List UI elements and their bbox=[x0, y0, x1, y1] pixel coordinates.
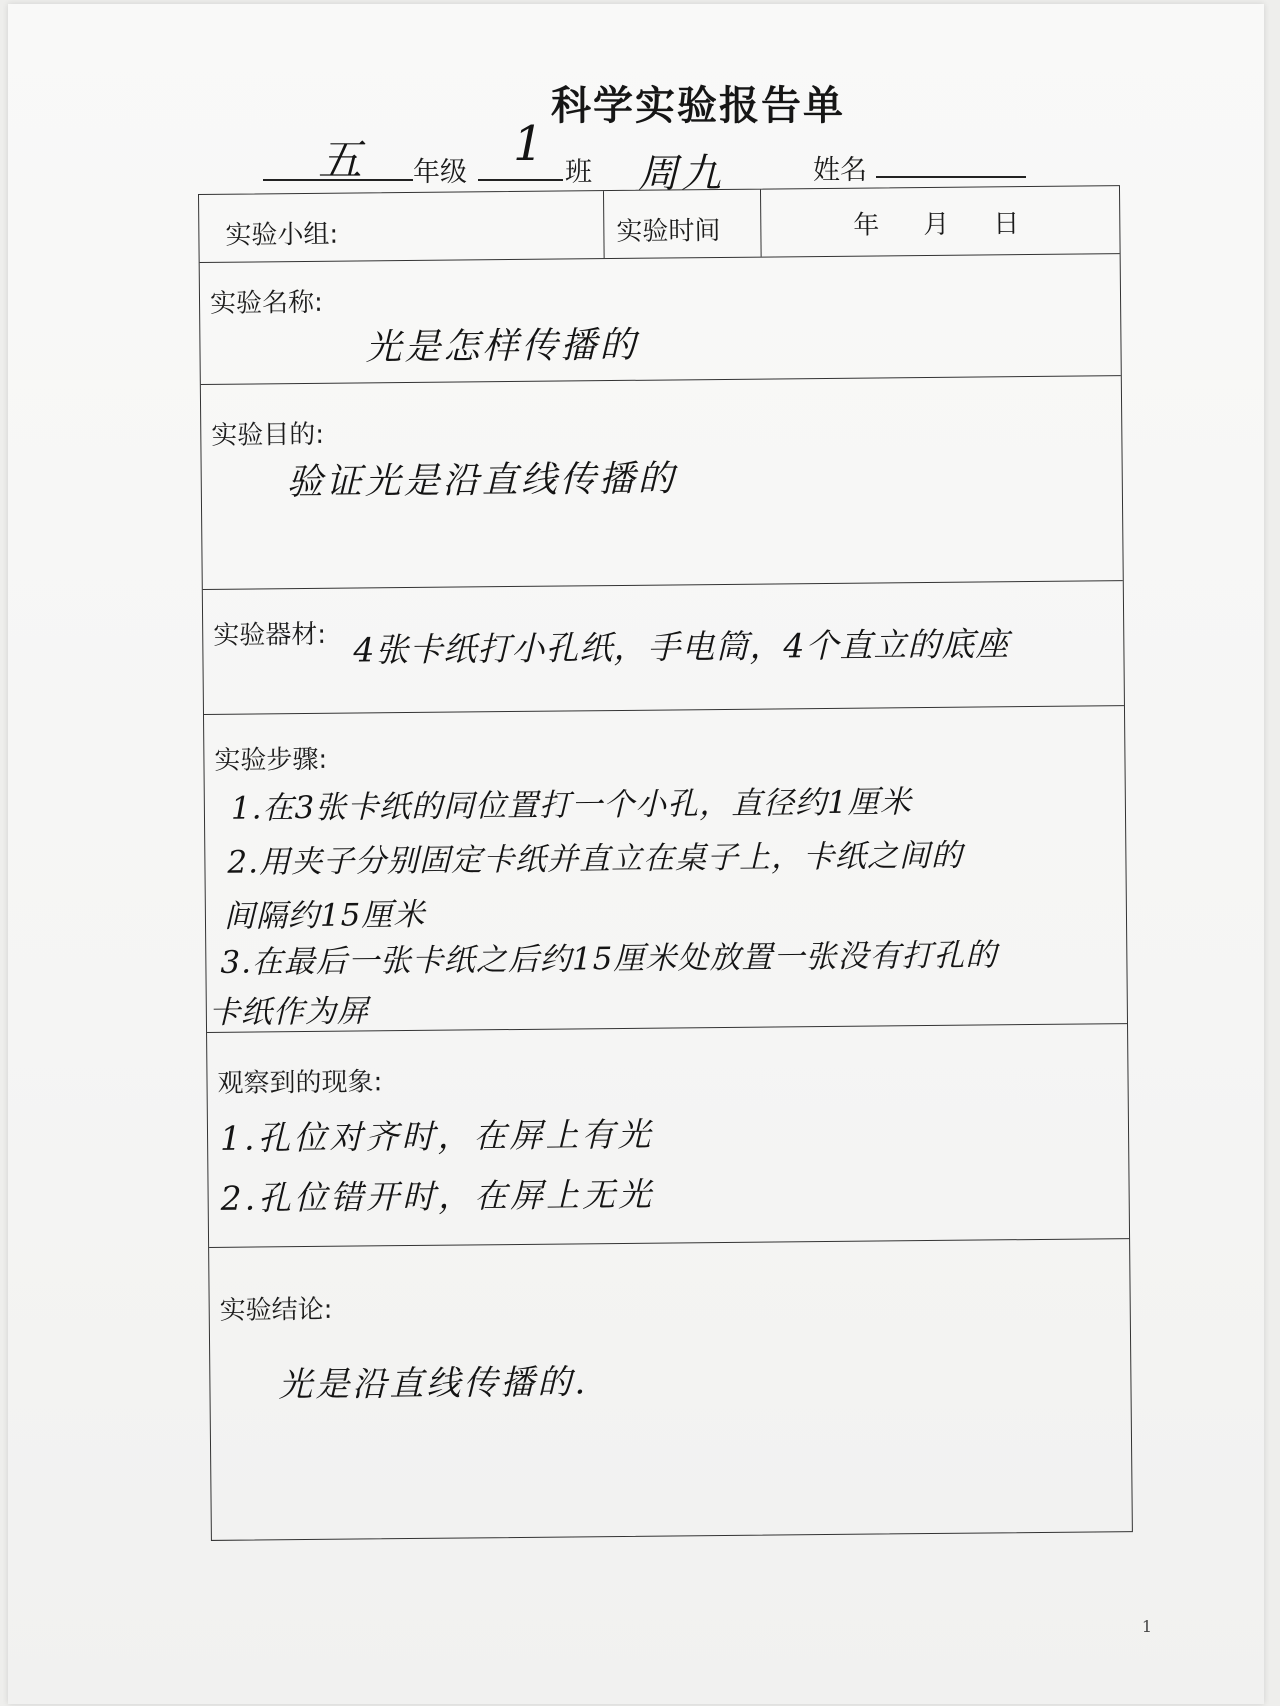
grade-label: 年级 bbox=[413, 157, 467, 188]
day-label: 日 bbox=[993, 209, 1020, 240]
time-label: 实验时间 bbox=[616, 215, 721, 247]
step-line: 间隔约15厘米 bbox=[223, 896, 426, 935]
step-line: 卡纸作为屏 bbox=[208, 993, 370, 1031]
steps-label: 实验步骤: bbox=[214, 744, 328, 776]
materials-label: 实验器材: bbox=[213, 619, 327, 651]
observation-line: 1.孔位对齐时，在屏上有光 bbox=[219, 1114, 654, 1158]
report-table bbox=[198, 185, 1133, 1541]
row-observations bbox=[207, 1024, 1129, 1248]
observations-label: 观察到的现象: bbox=[217, 1067, 383, 1099]
year-label: 年 bbox=[853, 210, 880, 241]
class-underline bbox=[478, 179, 563, 181]
step-line: 1.在3张卡纸的同位置打一个小孔，直径约1厘米 bbox=[230, 784, 913, 827]
month-label: 月 bbox=[923, 209, 950, 241]
page-number: 1 bbox=[1141, 1617, 1152, 1636]
materials-handwritten: 4张卡纸打小孔纸，手电筒，4个直立的底座 bbox=[353, 624, 1010, 670]
conclusion-label: 实验结论: bbox=[219, 1294, 333, 1326]
step-line: 2.用夹子分别固定卡纸并直立在桌子上，卡纸之间的 bbox=[227, 837, 964, 881]
cell-time-label bbox=[604, 190, 762, 259]
step-line: 3.在最后一张卡纸之后约15厘米处放置一张没有打孔的 bbox=[220, 937, 998, 981]
row-conclusion bbox=[209, 1239, 1132, 1540]
cell-group bbox=[199, 191, 605, 262]
purpose-label: 实验目的: bbox=[211, 419, 325, 451]
observation-line: 2.孔位错开时，在屏上无光 bbox=[220, 1174, 655, 1218]
purpose-handwritten: 验证光是沿直线传播的 bbox=[286, 458, 677, 504]
grade-handwritten: 五 bbox=[318, 135, 365, 186]
conclusion-handwritten: 光是沿直线传播的. bbox=[278, 1362, 589, 1406]
class-handwritten: 1 bbox=[513, 116, 547, 172]
experiment-name-label: 实验名称: bbox=[209, 287, 323, 319]
student-name-handwritten: 周九 bbox=[638, 151, 724, 197]
cell-date bbox=[761, 186, 1120, 256]
class-label: 班 bbox=[565, 157, 592, 188]
grade-underline bbox=[263, 179, 413, 181]
row-materials bbox=[203, 581, 1124, 715]
name-underline bbox=[876, 176, 1026, 178]
experiment-name-handwritten: 光是怎样传播的 bbox=[365, 324, 639, 369]
report-sheet bbox=[8, 4, 1264, 1704]
row-purpose bbox=[201, 376, 1123, 590]
group-label: 实验小组: bbox=[225, 219, 339, 251]
name-label: 姓名 bbox=[813, 155, 867, 186]
row-steps bbox=[204, 706, 1127, 1033]
row-experiment-name bbox=[200, 254, 1121, 385]
page-title: 科学实验报告单 bbox=[551, 82, 845, 129]
row-group-time bbox=[199, 186, 1120, 263]
